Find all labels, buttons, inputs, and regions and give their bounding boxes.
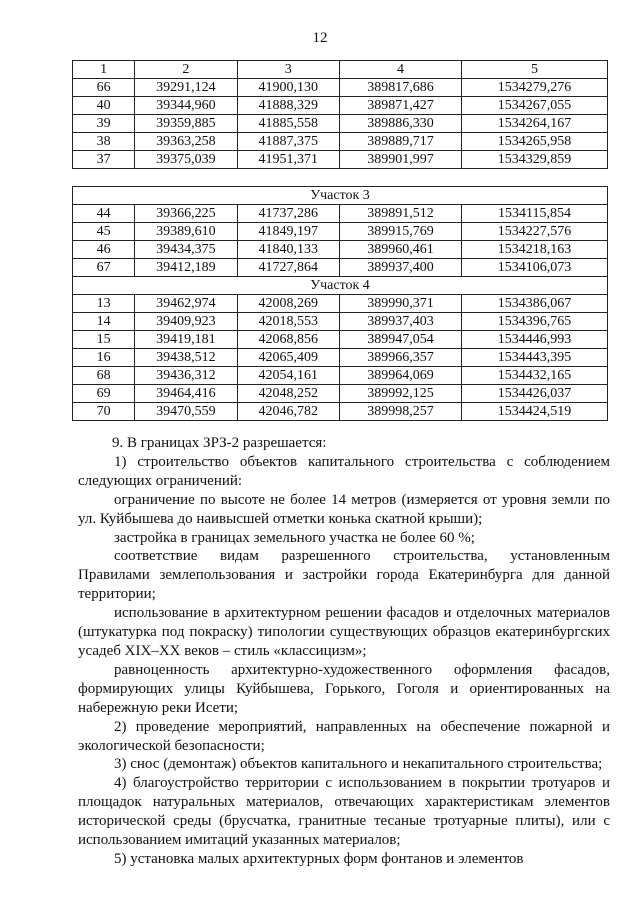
- table-cell: 39436,312: [135, 367, 237, 385]
- table-cell: 13: [73, 295, 135, 313]
- section-title-plot-4: Участок 4: [73, 277, 608, 295]
- table-cell: 41849,197: [237, 223, 339, 241]
- table-cell: 41951,371: [237, 151, 339, 169]
- table-row: [73, 79, 608, 97]
- table-cell: 37: [73, 151, 135, 169]
- table-cell: 39434,375: [135, 241, 237, 259]
- table-cell: 389889,717: [339, 133, 461, 151]
- table-cell: 41888,329: [237, 97, 339, 115]
- table-cell: 41840,133: [237, 241, 339, 259]
- table-cell: 1534265,958: [462, 133, 608, 151]
- table-cell: 1534267,055: [462, 97, 608, 115]
- table-cell: 389915,769: [339, 223, 461, 241]
- table-cell: 70: [73, 403, 135, 421]
- table-cell: 39359,885: [135, 115, 237, 133]
- table-cell: 41737,286: [237, 205, 339, 223]
- table-cell: 389871,427: [339, 97, 461, 115]
- table-cell: 42048,252: [237, 385, 339, 403]
- table-cell: 41885,558: [237, 115, 339, 133]
- table-cell: 389937,400: [339, 259, 461, 277]
- header-cell: 2: [135, 61, 237, 79]
- table-cell: 41900,130: [237, 79, 339, 97]
- table-cell: 389990,371: [339, 295, 461, 313]
- table-cell: 42065,409: [237, 349, 339, 367]
- table-cell: 67: [73, 259, 135, 277]
- table-cell: 68: [73, 367, 135, 385]
- table-row: [73, 223, 608, 241]
- table-cell: 1534424,519: [462, 403, 608, 421]
- table-cell: 46: [73, 241, 135, 259]
- clause-heading: 9. В границах ЗРЗ-2 разрешается:: [112, 435, 327, 451]
- header-cell: 5: [462, 61, 608, 79]
- table-cell: 41887,375: [237, 133, 339, 151]
- table-cell: 40: [73, 97, 135, 115]
- table-row: [73, 295, 608, 313]
- table-cell: 1534227,576: [462, 223, 608, 241]
- paragraph: застройка в границах земельного участка не более 60 %;: [114, 529, 475, 546]
- table-cell: 39464,416: [135, 385, 237, 403]
- table-row: [73, 259, 608, 277]
- table-cell: 42068,856: [237, 331, 339, 349]
- table-row: [73, 313, 608, 331]
- section-header-row: [73, 187, 608, 205]
- table-row: [73, 331, 608, 349]
- table-cell: 39375,039: [135, 151, 237, 169]
- table-cell: 1534446,993: [462, 331, 608, 349]
- table-cell: 389937,403: [339, 313, 461, 331]
- table-cell: 389947,054: [339, 331, 461, 349]
- table-cell: 389964,069: [339, 367, 461, 385]
- table-cell: 39: [73, 115, 135, 133]
- table-row: [73, 151, 608, 169]
- table-cell: 1534432,165: [462, 367, 608, 385]
- paragraph: 2) проведение мероприятий, направленных на обеспечение пожарной и экологической безопасности;: [78, 718, 610, 754]
- table-cell: 39409,923: [135, 313, 237, 331]
- paragraph: 3) снос (демонтаж) объектов капитального и некапитального строительства;: [114, 756, 603, 773]
- table-cell: 1534329,859: [462, 151, 608, 169]
- table-cell: 1534218,163: [462, 241, 608, 259]
- page-number: 12: [312, 30, 328, 46]
- table-cell: 41727,864: [237, 259, 339, 277]
- coordinates-table-plots: [72, 186, 608, 421]
- paragraph: 1) строительство объектов капитального строительства с соблюдением следующих ограничений:: [78, 453, 610, 489]
- table-cell: 42046,782: [237, 403, 339, 421]
- table-cell: 389886,330: [339, 115, 461, 133]
- paragraph: 5) установка малых архитектурных форм фонтанов и элементов: [114, 850, 524, 867]
- table-cell: 39366,225: [135, 205, 237, 223]
- table-header-row: [73, 61, 608, 79]
- coordinates-table-top: [72, 60, 608, 169]
- table-cell: 1534264,167: [462, 115, 608, 133]
- paragraph: ограничение по высоте не более 14 метров (измеряется от уровня земли по ул. Куйбышева до наивысшей отметки конька скатной крыши);: [78, 491, 610, 527]
- table-cell: 15: [73, 331, 135, 349]
- paragraph: соответствие видам разрешенного строительства, установленным Правилами землепользования и застройки города Екатеринбурга для данной территории;: [78, 548, 610, 603]
- paragraph: равноценность архитектурно-художественного оформления фасадов, формирующих улицы Куйбышева, Горького, Гоголя и ориентированных на набережную реки Исети;: [78, 661, 610, 716]
- table-cell: 39344,960: [135, 97, 237, 115]
- table-row: [73, 133, 608, 151]
- table-cell: 39412,189: [135, 259, 237, 277]
- table-cell: 1534426,037: [462, 385, 608, 403]
- section-header-row: [73, 277, 608, 295]
- table-cell: 389998,257: [339, 403, 461, 421]
- table-cell: 16: [73, 349, 135, 367]
- table-cell: 1534115,854: [462, 205, 608, 223]
- table-row: [73, 205, 608, 223]
- table-cell: 389817,686: [339, 79, 461, 97]
- table-cell: 389966,357: [339, 349, 461, 367]
- table-row: [73, 403, 608, 421]
- table-row: [73, 385, 608, 403]
- paragraph: использование в архитектурном решении фасадов и отделочных материалов (штукатурка под покраску) типологии существующих образцов екатеринбургских усадеб XIX–XX веков – стиль «классицизм»;: [78, 605, 610, 659]
- table-cell: 44: [73, 205, 135, 223]
- table-cell: 14: [73, 313, 135, 331]
- table-cell: 69: [73, 385, 135, 403]
- table-cell: 39363,258: [135, 133, 237, 151]
- table-cell: 45: [73, 223, 135, 241]
- table-cell: 39291,124: [135, 79, 237, 97]
- table-cell: 42008,269: [237, 295, 339, 313]
- table-row: [73, 349, 608, 367]
- table-cell: 66: [73, 79, 135, 97]
- table-cell: 39470,559: [135, 403, 237, 421]
- table-cell: 39462,974: [135, 295, 237, 313]
- table-row: [73, 241, 608, 259]
- table-cell: 42054,161: [237, 367, 339, 385]
- table-cell: 1534279,276: [462, 79, 608, 97]
- table-cell: 389992,125: [339, 385, 461, 403]
- table-cell: 1534443,395: [462, 349, 608, 367]
- table-cell: 39389,610: [135, 223, 237, 241]
- table-cell: 1534386,067: [462, 295, 608, 313]
- table-cell: 389960,461: [339, 241, 461, 259]
- header-cell: 1: [73, 61, 135, 79]
- table-cell: 1534396,765: [462, 313, 608, 331]
- table-row: [73, 97, 608, 115]
- table-row: [73, 367, 608, 385]
- table-row: [73, 115, 608, 133]
- table-cell: 39419,181: [135, 331, 237, 349]
- document-body-text: [78, 434, 610, 869]
- table-cell: 1534106,073: [462, 259, 608, 277]
- paragraph: 4) благоустройство территории с использованием в покрытии тротуаров и площадок натуральных материалов, отвечающих характеристикам элементов исторической среды (брусчатка, гранитные тесаные тротуарные плиты), или с использованием имитаций указанных материалов;: [78, 775, 610, 849]
- table-cell: 42018,553: [237, 313, 339, 331]
- table-cell: 38: [73, 133, 135, 151]
- section-title-plot-3: Участок 3: [73, 187, 608, 205]
- header-cell: 3: [237, 61, 339, 79]
- table-cell: 39438,512: [135, 349, 237, 367]
- table-cell: 389901,997: [339, 151, 461, 169]
- header-cell: 4: [339, 61, 461, 79]
- table-cell: 389891,512: [339, 205, 461, 223]
